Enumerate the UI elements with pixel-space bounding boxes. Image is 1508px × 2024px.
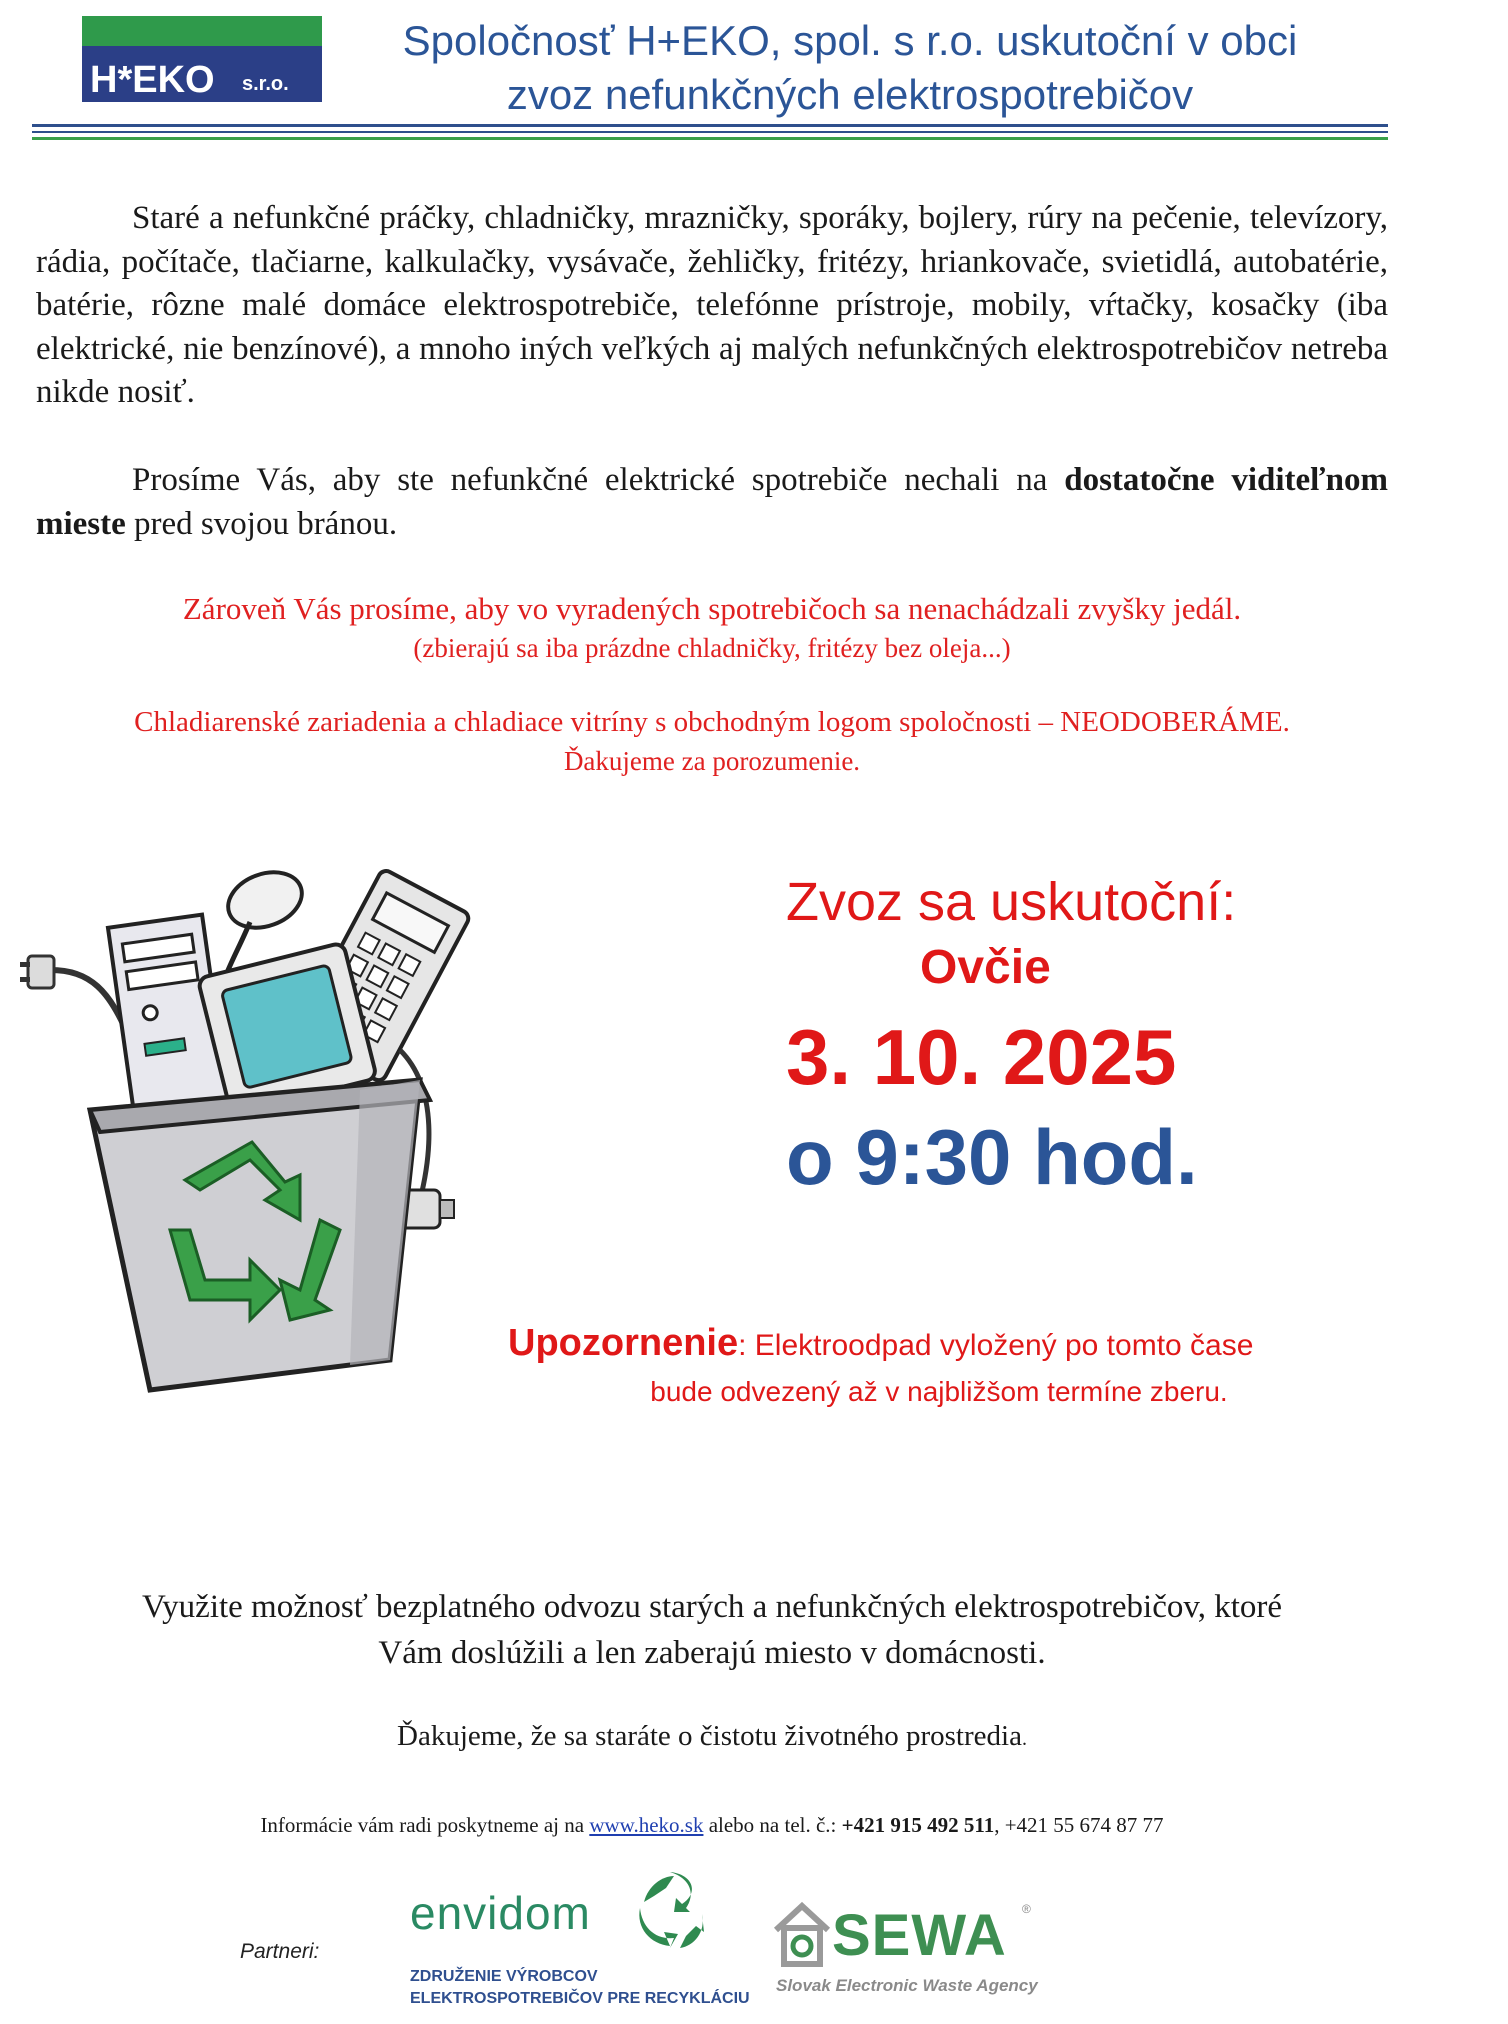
- header-title-line1: Spoločnosť H+EKO, spol. s r.o. uskutoční v obci: [402, 17, 1298, 64]
- registered-mark-icon: ®: [1022, 1902, 1031, 1916]
- event-time: o 9:30 hod.: [786, 1113, 1198, 1201]
- recycling-bin-illustration: [20, 860, 480, 1400]
- thanks-dot: .: [1021, 1728, 1027, 1750]
- warning-label: Upozornenie: [508, 1322, 739, 1364]
- intro-paragraph-text: Staré a nefunkčné práčky, chladničky, mrazničky, sporáky, bojlery, rúry na pečenie, televízory, rádia, počítače, tlačiarne, kalkulačky, vysávače, žehličky, fritézy, hriankovače, svietidlá, autobatérie, batérie, rôzne malé domáce elektrospotrebiče, telefónne prístroje, mobily, vŕtačky, kosačky (iba elektrické, nie benzínové), a mnoho iných veľkých aj malých nefunkčných elektrospotrebičov netreba nikde nosiť.: [36, 200, 1388, 410]
- warning-text-line1: : Elektroodpad vyložený po tomto čase: [738, 1329, 1254, 1362]
- phone-secondary: +421 55 674 87 77: [1004, 1813, 1164, 1837]
- intro-paragraph: [36, 197, 1388, 415]
- heko-logo: [82, 16, 322, 102]
- warning: [508, 1318, 1388, 1371]
- header-rule-green: [32, 137, 1388, 140]
- contact-separator: ,: [994, 1813, 1005, 1837]
- closing-line1: Využite možnosť bezplatného odvozu starých a nefunkčných elektrospotrebičov, ktoré: [142, 1589, 1282, 1625]
- contact-line: [40, 1810, 1384, 1840]
- envidom-subtitle-line2: ELEKTROSPOTREBIČOV PRE RECYKLÁCIU: [410, 1990, 750, 2007]
- closing-line2: Vám doslúžili a len zaberajú miesto v domácnosti.: [378, 1635, 1046, 1671]
- notice-commercial-coolers: Chladiarenské zariadenia a chladiace vitríny s obchodným logom spoločnosti – NEODOBERÁME.: [134, 706, 1290, 738]
- logo-suffix: s.r.o.: [242, 73, 289, 95]
- contact-middle: alebo na tel. č.:: [703, 1813, 842, 1837]
- placement-text-start: Prosíme Vás, aby ste nefunkčné elektrické spotrebiče nechali na: [132, 462, 1065, 498]
- envidom-subtitle-line1: ZDRUŽENIE VÝROBCOV: [410, 1968, 598, 1985]
- sewa-house-icon: [772, 1900, 832, 1970]
- contact-prefix: Informácie vám radi poskytneme aj na: [260, 1813, 590, 1837]
- placement-paragraph: [36, 459, 1388, 546]
- envidom-leaf-icon: [630, 1868, 710, 1952]
- thanks-text: [40, 1716, 1384, 1759]
- event-place: Ovčie: [920, 941, 1051, 994]
- header-title: [340, 14, 1360, 122]
- placement-text-end: pred svojou bránou.: [125, 505, 398, 542]
- notice-food-remains: Zároveň Vás prosíme, aby vo vyradených spotrebičoch sa nenachádzali zvyšky jedál.: [182, 591, 1242, 626]
- notice-empty-appliances: (zbierajú sa iba prázdne chladničky, fritézy bez oleja...): [413, 633, 1011, 663]
- envidom-logo-text: envidom: [410, 1887, 591, 1939]
- header-title-line2: zvoz nefunkčných elektrospotrebičov: [506, 71, 1194, 118]
- event-date: 3. 10. 2025: [786, 1013, 1177, 1101]
- sewa-logo-text: SEWA: [832, 1903, 1007, 1968]
- event-title: Zvoz sa uskutoční:: [786, 872, 1237, 932]
- placement-text-bold: dostatočne viditeľnom mieste: [36, 462, 1388, 542]
- partners-label: Partneri:: [240, 1940, 320, 1963]
- thanks-line: Ďakujeme, že sa staráte o čistotu životného prostredia: [397, 1720, 1022, 1752]
- phone-primary: +421 915 492 511: [841, 1813, 995, 1837]
- notice-thanks: Ďakujeme za porozumenie.: [563, 746, 861, 776]
- closing-text: [40, 1584, 1384, 1676]
- website-link[interactable]: www.heko.sk: [589, 1813, 704, 1837]
- logo-text: H*EKO: [90, 59, 215, 101]
- header-rule-blue-thin: [32, 131, 1388, 133]
- header-rule-blue: [32, 124, 1388, 127]
- sewa-subtitle: Slovak Electronic Waste Agency: [776, 1976, 1038, 1995]
- warning-text-line2: bude odvezený až v najbližšom termíne zberu.: [650, 1376, 1228, 1407]
